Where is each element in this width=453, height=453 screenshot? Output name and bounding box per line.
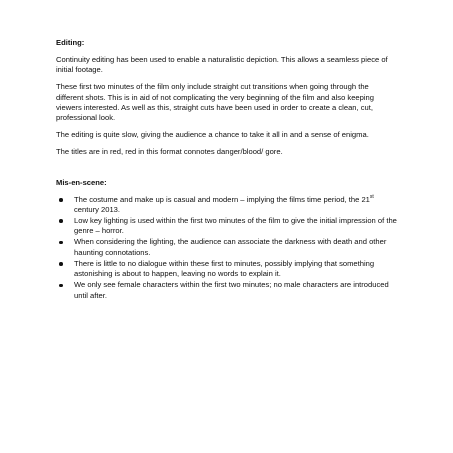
editing-paragraph-4: The titles are in red, red in this format connotes danger/blood/ gore. [56, 147, 283, 157]
document-body [56, 38, 398, 302]
editing-paragraph-3: The editing is quite slow, giving the audience a chance to take it all in and a sense of enigma. [56, 130, 369, 140]
list-item [56, 280, 398, 301]
bullet-icon [59, 262, 63, 266]
list-item-text: There is little to no dialogue within these first to minutes, possibly implying that something astonishing is about to happen, leaving no words to explain it. [74, 258, 375, 279]
list-item [56, 216, 398, 237]
list-item-text: When considering the lighting, the audience can associate the darkness with death and other haunting connotations. [74, 237, 387, 257]
bullet-icon [59, 219, 63, 223]
bullet-icon [59, 241, 63, 245]
list-item-text: The costume and make up is casual and modern – implying the films time period, the 21st century 2013. [74, 193, 374, 214]
editing-heading: Editing: [56, 38, 85, 47]
mise-en-scene-heading: Mis-en-scene: [56, 177, 107, 187]
mise-en-scene-list [56, 195, 398, 301]
bullet-icon [59, 198, 63, 202]
list-item [56, 259, 398, 280]
list-item [56, 237, 398, 258]
editing-paragraph-2: These first two minutes of the film only include straight cut transitions when going through the different shots. This is in aid of not complicating the very beginning of the film and also keeping viewers interested. As well as this, straight cuts have been used in order to create a clean, cut, professional look. [56, 82, 374, 123]
editing-paragraph-1: Continuity editing has been used to enable a naturalistic depiction. This allows a seamless piece of initial footage. [56, 54, 388, 75]
list-item-text: Low key lighting is used within the first two minutes of the film to give the initial impression of the genre – horror. [74, 215, 397, 236]
bullet-icon [59, 284, 63, 288]
list-item [56, 195, 398, 216]
list-item-text: We only see female characters within the first two minutes; no male characters are introduced until after. [74, 280, 389, 300]
